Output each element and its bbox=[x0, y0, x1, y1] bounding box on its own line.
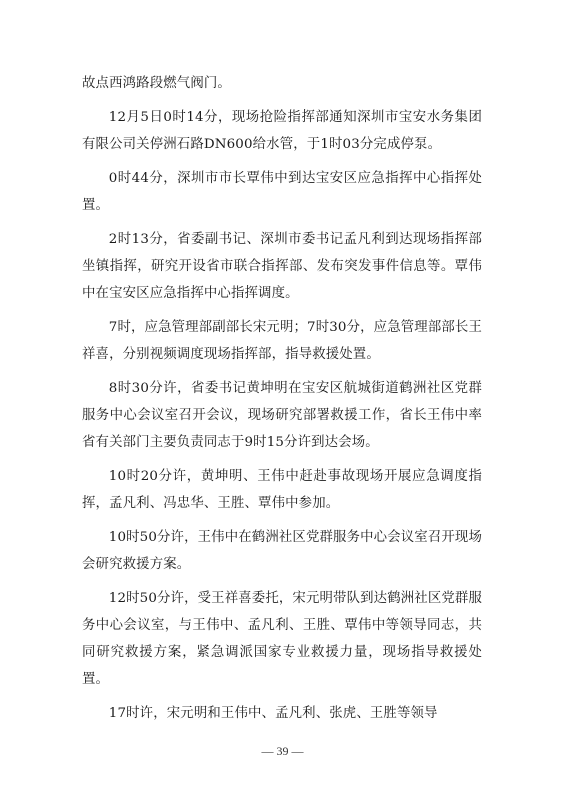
page-number: — 39 — bbox=[261, 744, 304, 758]
paragraph-1: 故点西鸿路段燃气阀门。 bbox=[82, 76, 231, 91]
paragraph-4: 2时13分，省委副书记、深圳市委书记孟凡利到达现场指挥部坐镇指挥，研究开设省市联合指挥部、发布突发事件信息等。覃伟中在宝安区应急指挥中心指挥调度。 bbox=[82, 232, 482, 301]
paragraph-9: 12时50分许，受王祥喜委托，宋元明带队到达鹤洲社区党群服务中心会议室，与王伟中、孟凡利、王胜、覃伟中等领导同志，共同研究救援方案，紧急调派国家专业救援力量，现场指导救援处置。 bbox=[82, 591, 482, 687]
paragraph-7: 10时20分许，黄坤明、王伟中赶赴事故现场开展应急调度指挥，孟凡利、冯忠华、王胜、覃伟中参加。 bbox=[82, 469, 482, 511]
paragraph-6: 8时30分许，省委书记黄坤明在宝安区航城街道鹤洲社区党群服务中心会议室召开会议，现场研究部署救援工作，省长王伟中率省有关部门主要负责同志于9时15分许到达会场。 bbox=[82, 381, 482, 450]
paragraph-8: 10时50分许，王伟中在鹤洲社区党群服务中心会议室召开现场会研究救援方案。 bbox=[82, 530, 482, 572]
paragraph-5: 7时，应急管理部副部长宋元明；7时30分，应急管理部部长王祥喜，分别视频调度现场指挥部，指导救援处置。 bbox=[82, 320, 482, 362]
paragraph-10: 17时许，宋元明和王伟中、孟凡利、张虎、王胜等领导 bbox=[108, 706, 438, 721]
document-body bbox=[82, 70, 482, 734]
paragraph-2: 12月5日0时14分，现场抢险指挥部通知深圳市宝安水务集团有限公司关停洲石路DN600给水管，于1时03分完成停泵。 bbox=[82, 110, 482, 152]
paragraph-3: 0时44分，深圳市市长覃伟中到达宝安区应急指挥中心指挥处置。 bbox=[82, 171, 482, 213]
